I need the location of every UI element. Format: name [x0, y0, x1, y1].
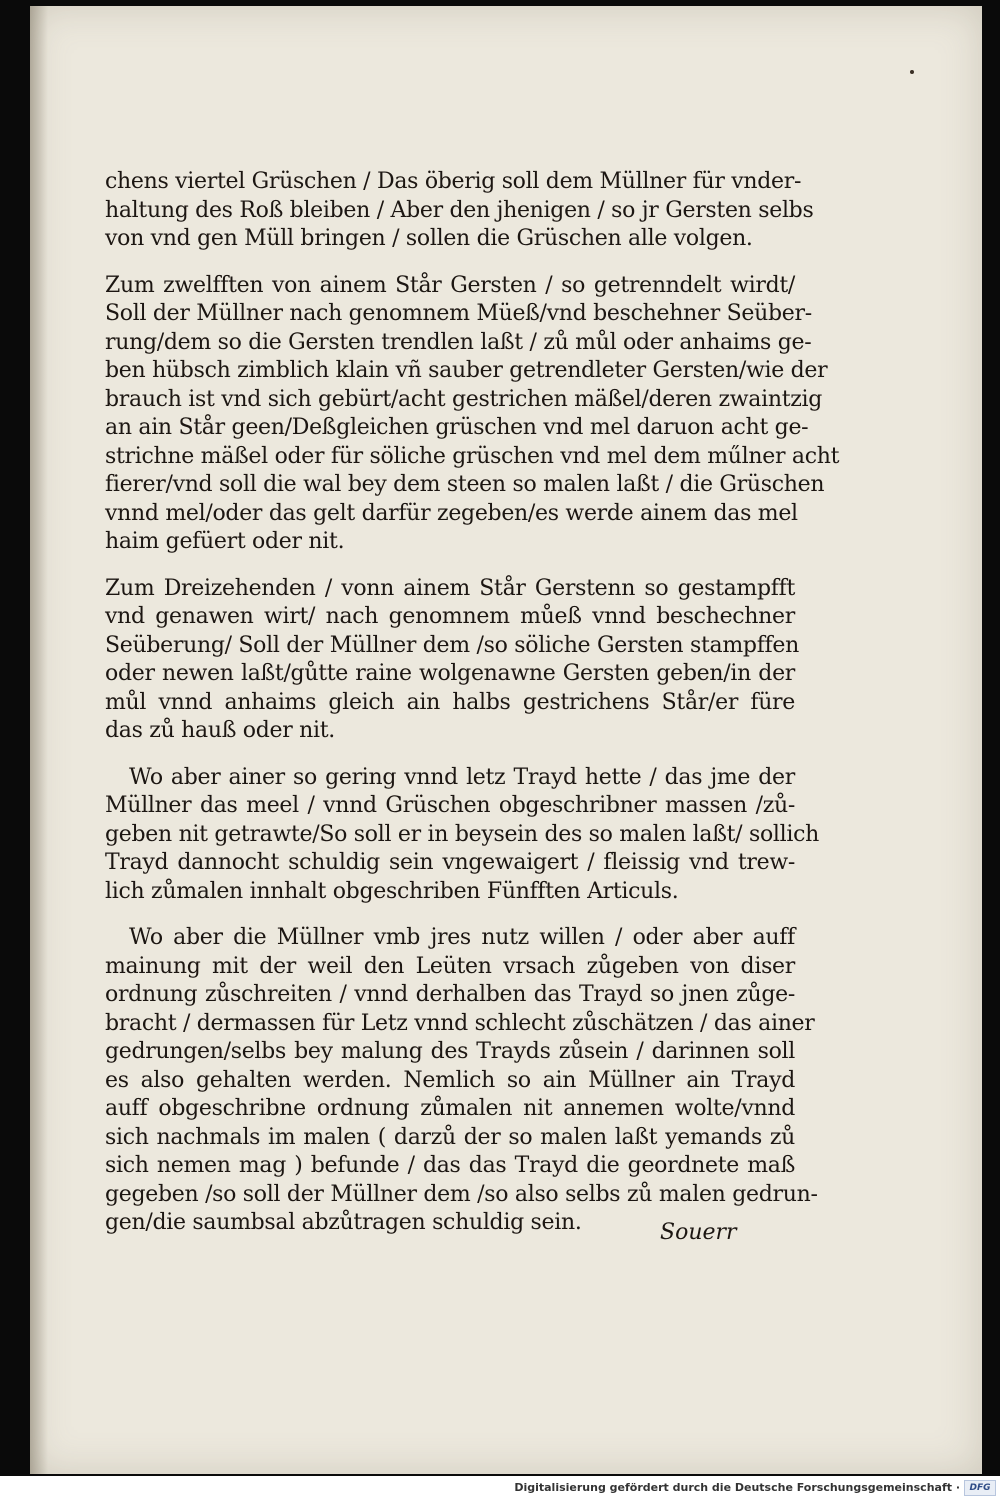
text-line: Zum Dreizehenden / vonn ainem Står Gerstenn so gestampfft — [105, 575, 795, 601]
text-line: bracht / dermassen für Letz vnnd schlecht zůschätzen / das ainer — [105, 1010, 815, 1036]
text-line: Müllner das meel / vnnd Grüschen obgeschribner massen /zů- — [105, 793, 795, 818]
text-line: Seüberung/ Soll der Müllner dem /so söliche Gersten stampffen — [105, 632, 799, 658]
paragraph — [105, 924, 818, 1238]
paragraph — [105, 764, 820, 907]
body-text — [105, 168, 840, 1256]
text-line: ben hübsch zimblich klain vñ sauber getrendleter Gersten/wie der — [105, 358, 828, 383]
text-line: das zů hauß oder nit. — [105, 718, 335, 743]
text-line: haltung des Roß bleiben / Aber den jhenigen / so jr Gersten selbs — [105, 197, 814, 223]
footer-bar — [0, 1476, 1000, 1500]
text-line: sich nemen mag ) befunde / das das Trayd die geordnete maß — [105, 1153, 795, 1178]
text-line: můl vnnd anhaims gleich ain halbs gestrichens Står/er füre — [105, 689, 795, 715]
text-line: vnd genawen wirt/ nach genomnem můeß vnnd beschechner — [105, 604, 795, 629]
text-line: Wo aber die Müllner vmb jres nutz willen / oder aber auff — [129, 925, 795, 950]
text-line: vnnd mel/oder das gelt darfür zegeben/es werde ainem das mel — [105, 500, 798, 526]
paragraph — [105, 575, 799, 746]
text-line: Trayd dannocht schuldig sein vngewaigert / fleissig vnd trew- — [105, 850, 795, 875]
text-line: gedrungen/selbs bey malung des Trayds zůsein / darinnen soll — [105, 1039, 795, 1064]
text-line: Wo aber ainer so gering vnnd letz Trayd hette / das jme der — [129, 764, 795, 790]
text-line: fierer/vnd soll die wal bey dem steen so malen laßt / die Grüschen — [105, 472, 825, 497]
dfg-logo-icon: DFG — [964, 1480, 996, 1496]
text-line: ordnung zůschreiten / vnnd derhalben das Trayd so jnen zůge- — [105, 982, 795, 1007]
text-line: lich zůmalen innhalt obgeschriben Fünfften Articuls. — [105, 878, 679, 904]
funding-credit: Digitalisierung gefördert durch die Deutsche Forschungsgemeinschaft · — [514, 1481, 960, 1494]
text-line: gegeben /so soll der Müllner dem /so also selbs zů malen gedrun- — [105, 1181, 818, 1207]
text-line: oder newen laßt/gůtte raine wolgenawne Gersten geben/in der — [105, 661, 795, 686]
text-line: geben nit getrawte/So soll er in beysein des so malen laßt/ sollich — [105, 821, 820, 847]
text-line: auff obgeschribne ordnung zůmalen nit annemen wolte/vnnd — [105, 1096, 795, 1121]
text-line: chens viertel Grüschen / Das öberig soll dem Müllner für vnder- — [105, 169, 802, 194]
text-line: von vnd gen Müll bringen / sollen die Grüschen alle volgen. — [105, 226, 753, 251]
text-line: es also gehalten werden. Nemlich so ain Müllner ain Trayd — [105, 1067, 795, 1093]
text-line: brauch ist vnd sich gebürt/acht gestrichen mäßel/deren zwaintzig — [105, 386, 823, 412]
text-line: sich nachmals im malen ( darzů der so malen laßt yemands zů — [105, 1124, 795, 1150]
text-line: Zum zwelfften von ainem Står Gersten / so getrenndelt wirdt/ — [105, 272, 795, 298]
catchword: Souerr — [660, 1220, 737, 1245]
text-line: strichne mäßel oder für söliche grüschen vnd mel dem műlner acht — [105, 443, 840, 469]
text-line: Soll der Müllner nach genomnem Müeß/vnd beschehner Seüber- — [105, 301, 812, 326]
paragraph — [105, 168, 814, 254]
text-line: an ain Står geen/Deßgleichen grüschen vnd mel daruon acht ge- — [105, 415, 809, 440]
text-line: haim gefüert oder nit. — [105, 529, 345, 554]
text-line: rung/dem so die Gersten trendlen laßt / zů můl oder anhaims ge- — [105, 329, 812, 355]
paragraph — [105, 272, 840, 557]
ink-speck — [910, 70, 914, 74]
text-line: gen/die saumbsal abzůtragen schuldig sein. — [105, 1210, 582, 1235]
text-line: mainung mit der weil den Leüten vrsach zůgeben von diser — [105, 953, 795, 979]
